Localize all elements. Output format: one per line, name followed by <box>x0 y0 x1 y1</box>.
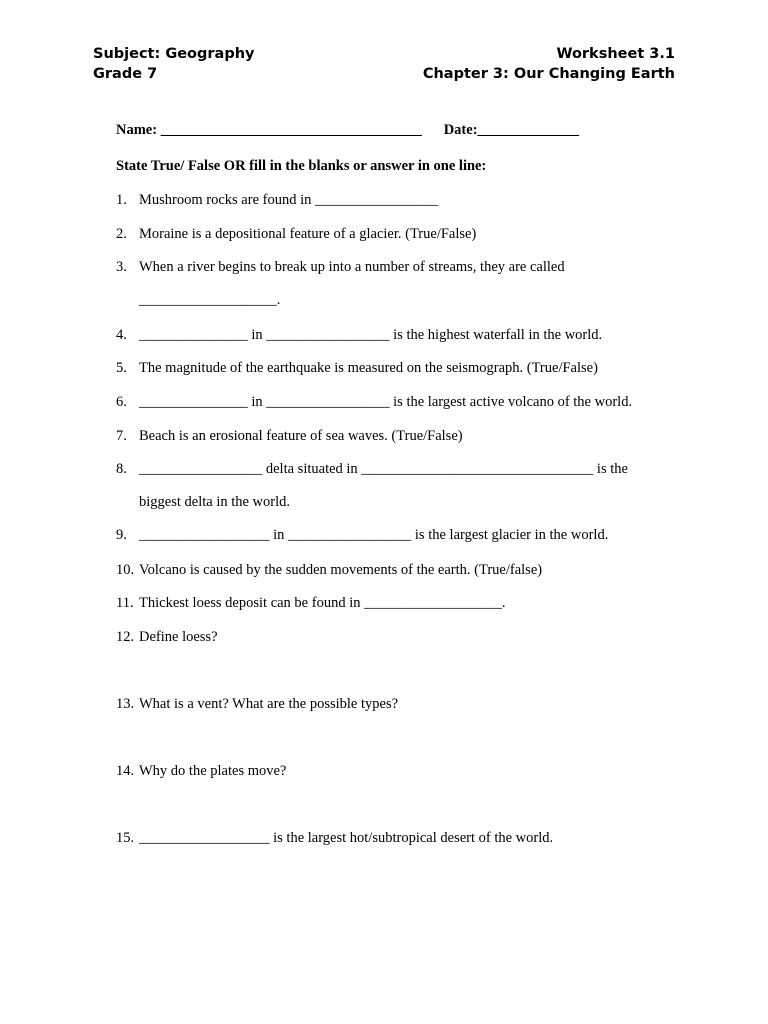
question-number: 12. <box>116 629 135 645</box>
question-continuation: biggest delta in the world. <box>139 494 291 510</box>
grade-label: Grade 7 <box>93 66 158 82</box>
question-text: When a river begins to break up into a number of streams, they are called <box>139 259 565 275</box>
question-text: Beach is an erosional feature of sea waves. (True/False) <box>139 428 463 444</box>
question-item <box>116 392 676 412</box>
question-item <box>116 694 676 714</box>
question-item <box>116 761 676 781</box>
name-field: Name: ____________________________________ <box>116 122 422 138</box>
question-item <box>116 257 676 277</box>
question-text: What is a vent? What are the possible types? <box>139 696 399 712</box>
question-continuation: ___________________. <box>139 292 281 308</box>
question-number: 2. <box>116 226 127 242</box>
question-number: 1. <box>116 192 127 208</box>
instructions: State True/ False OR fill in the blanks or answer in one line: <box>116 158 487 174</box>
question-text: Why do the plates move? <box>139 763 287 779</box>
question-number: 3. <box>116 259 127 275</box>
question-text: Volcano is caused by the sudden movements of the earth. (True/false) <box>139 562 543 578</box>
worksheet-header <box>93 44 675 84</box>
question-item <box>116 325 676 345</box>
question-item <box>116 593 676 613</box>
subject-label: Subject: Geography <box>93 46 255 62</box>
question-number: 10. <box>116 562 135 578</box>
question-text: _______________ in _________________ is the largest active volcano of the world. <box>139 394 633 410</box>
question-text: _________________ delta situated in ________________________________ is the <box>139 461 628 477</box>
question-item <box>116 358 676 378</box>
question-item <box>116 459 676 479</box>
header-row-top <box>93 44 675 64</box>
question-item <box>116 828 676 848</box>
question-text: __________________ in _________________ is the largest glacier in the world. <box>139 527 609 543</box>
question-number: 5. <box>116 360 127 376</box>
question-text: Define loess? <box>139 629 218 645</box>
question-number: 8. <box>116 461 127 477</box>
question-text: Mushroom rocks are found in _________________ <box>139 192 439 208</box>
question-text: __________________ is the largest hot/subtropical desert of the world. <box>139 830 554 846</box>
chapter-title: Chapter 3: Our Changing Earth <box>422 66 675 82</box>
question-item <box>116 560 676 580</box>
question-number: 4. <box>116 327 127 343</box>
header-row-bottom <box>93 64 675 84</box>
worksheet-number: Worksheet 3.1 <box>556 46 675 62</box>
question-number: 13. <box>116 696 135 712</box>
question-item <box>116 190 676 210</box>
question-item <box>116 426 676 446</box>
question-text: Moraine is a depositional feature of a glacier. (True/False) <box>139 226 477 242</box>
question-number: 7. <box>116 428 127 444</box>
name-date-line <box>116 120 676 140</box>
date-field: Date:______________ <box>443 122 580 138</box>
worksheet-body <box>116 120 676 846</box>
question-text: Thickest loess deposit can be found in ___________________. <box>139 595 506 611</box>
question-number: 11. <box>116 595 134 611</box>
question-item <box>116 525 676 545</box>
question-number: 14. <box>116 763 135 779</box>
question-number: 15. <box>116 830 135 846</box>
question-item <box>116 224 676 244</box>
question-number: 9. <box>116 527 127 543</box>
question-item <box>116 627 676 647</box>
question-text: The magnitude of the earthquake is measured on the seismograph. (True/False) <box>139 360 598 376</box>
question-text: _______________ in _________________ is the highest waterfall in the world. <box>139 327 603 343</box>
question-number: 6. <box>116 394 127 410</box>
